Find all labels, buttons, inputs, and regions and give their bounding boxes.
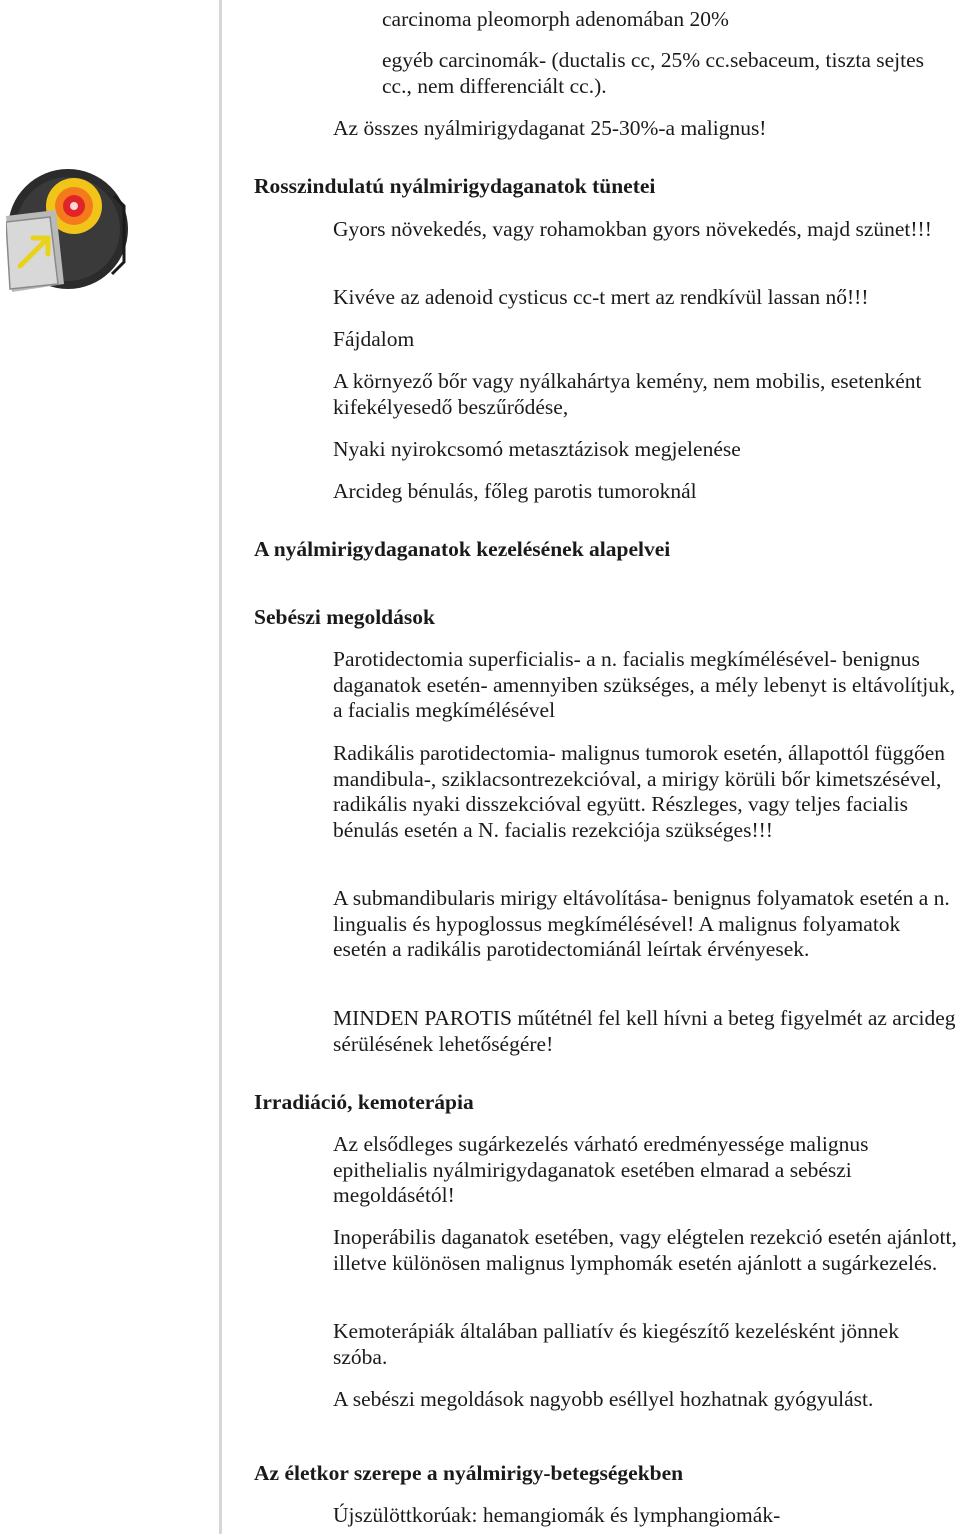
irradiation-heading: Irradiáció, kemoterápia — [254, 1090, 474, 1114]
list-item: A környező bőr vagy nyálkahártya kemény, nem mobilis, esetenként kifekélyesedő beszűrődése, — [333, 369, 922, 419]
list-item: Inoperábilis daganatok esetében, vagy elégtelen rezekció esetén ajánlott, illetve különösen malignus lymphomák esetén ajánlott a sugárkezelés. — [333, 1225, 957, 1275]
treatment-heading: A nyálmirigydaganatok kezelésének alapelvei — [254, 537, 671, 561]
list-item: Nyaki nyirokcsomó metasztázisok megjelenése — [333, 437, 741, 461]
list-item: Gyors növekedés, vagy rohamokban gyors növekedés, majd szünet!!! — [333, 217, 932, 241]
list-item: Újszülöttkorúak: hemangiomák és lymphangiomák- — [333, 1503, 781, 1527]
list-item: Arcideg bénulás, főleg parotis tumoroknál — [333, 479, 697, 503]
malignant-ratio-note: Az összes nyálmirigydaganat 25-30%-a malignus! — [333, 116, 767, 140]
list-item: Parotidectomia superficialis- a n. facialis megkímélésével- benignus daganatok esetén- amennyiben szükséges, a mély lebenyt is eltávolítjuk, a facialis megkímélésével — [333, 647, 956, 722]
surgery-heading: Sebészi megoldások — [254, 605, 435, 629]
symptoms-heading: Rosszindulatú nyálmirigydaganatok tünetei — [254, 174, 656, 198]
left-margin-rule — [219, 0, 222, 1534]
list-item: Radikális parotidectomia- malignus tumorok esetén, állapottól függően mandibula-, sziklacsontrezekcióval, a mirigy körüli bőr kimetszésével, radikális nyaki disszekcióval együtt. Részleges, vagy teljes facialis bénulás esetén a N. facialis rezekciója szükséges!!! — [333, 741, 946, 842]
list-item: A sebészi megoldások nagyobb eséllyel hozhatnak gyógyulást. — [333, 1387, 874, 1411]
list-item: Fájdalom — [333, 327, 415, 351]
list-item: carcinoma pleomorph adenomában 20% — [382, 7, 729, 31]
list-item: MINDEN PAROTIS műtétnél fel kell hívni a beteg figyelmét az arcideg sérülésének lehetőségére! — [333, 1006, 956, 1056]
list-item: egyéb carcinomák- (ductalis cc, 25% cc.sebaceum, tiszta sejtes cc., nem differenciált cc.). — [382, 48, 925, 98]
list-item: Kivéve az adenoid cysticus cc-t mert az rendkívül lassan nő!!! — [333, 285, 869, 309]
list-item: Kemoterápiák általában palliatív és kiegészítő kezelésként jönnek szóba. — [333, 1319, 899, 1369]
list-item: Az elsődleges sugárkezelés várható eredményessége malignus epithelialis nyálmirigydaganatok esetében elmarad a sebészi megoldásétól! — [333, 1132, 869, 1207]
list-item: A submandibularis mirigy eltávolítása- benignus folyamatok esetén a n. lingualis és hypoglossus megkímélésével! A malignus folyamatok esetén a radikális parotidectomiánál leírtak érvényesek. — [333, 886, 950, 961]
age-heading: Az életkor szerepe a nyálmirigy-betegségekben — [254, 1461, 684, 1485]
presentation-arrow-icon — [6, 166, 128, 292]
